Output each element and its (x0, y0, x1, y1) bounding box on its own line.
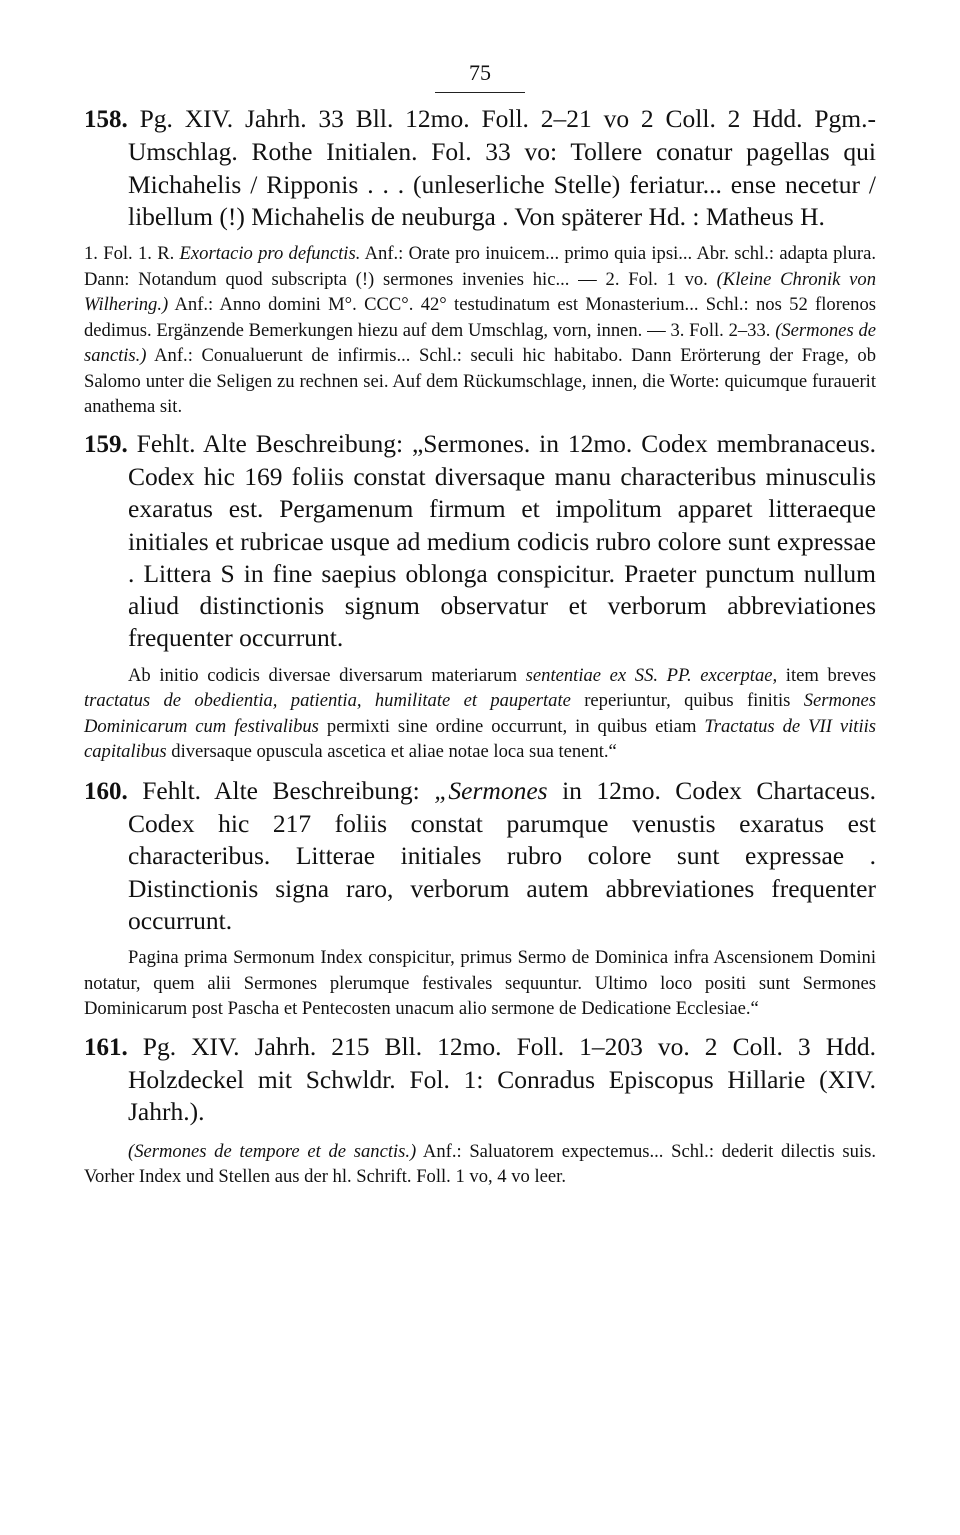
entry-heading-text: Pg. XIV. Jahrh. 33 Bll. 12mo. Foll. 2–21 vo 2 Coll. 2 Hdd. Pgm.-Umschlag. Rothe Initialen. Fol. 33 vo: Tollere conatur pagellas qui Michahelis / Ripponis . . . (unleserliche Stelle) feriatur... ense necetur / libellum (!) Michahelis de neuburga . Von späterer Hd. : Matheus H. (128, 104, 877, 231)
title-italic: Tractatus de VII vitiis capitalibus (84, 715, 877, 763)
title-italic: „Sermones (434, 775, 548, 805)
title-italic: Exortacio pro defunctis. (179, 243, 361, 265)
entry-heading-text: Fehlt. Alte Beschreibung: „Sermones. in 12mo. Codex membranaceus. Codex hic 169 foliis constat diversaque manu characteribus minusculis exaratus est. Pergamenum firmum et impolitum apparet litteraeque initiales et rubricae usque ad medium codicis rubro colore sunt expressae . Littera S in fine saepius oblonga conspicitur. Praeter punctum nullum aliud distinctionis signum observatur et verborum abbreviationes frequenter occurrunt. (128, 428, 876, 653)
entry-number: 158. (84, 106, 128, 133)
title-italic: (Kleine Chronik von Wilhering.) (84, 268, 876, 316)
entry-159 (84, 428, 876, 765)
title-italic: tractatus de obedientia, patientia, humilitate et paupertate (84, 690, 571, 712)
title-italic: (Sermones de tempore et de sanctis.) (128, 1140, 417, 1162)
title-italic: (Sermones de sanctis.) (84, 319, 876, 367)
page-number: 75 (84, 60, 876, 93)
entry-161 (84, 1031, 876, 1190)
entry-number: 161. (84, 1033, 128, 1061)
title-italic: sententiae ex SS. PP. excerptae, (525, 664, 778, 686)
entry-body: Ab initio codicis diversae diversarum materiarum sententiae ex SS. PP. excerptae, item breves tractatus de obedientia, patientia, humilitate et paupertate reperiuntur, quibus finitis Sermones Dominicarum cum festivalibus permixti sine ordine occurrunt, in quibus etiam Tractatus de VII vitiis capitalibus diversaque opuscula ascetica et aliae notae loca sua tenent.“ (84, 664, 877, 763)
entry-body: 1. Fol. 1. R. Exortacio pro defunctis. Anf.: Orate pro inuicem... primo quia ipsi... Abr. schl.: adapta plura. Dann: Notandum quod subscripta (!) sermones invenies hic... — 2. Fol. 1 vo. (Kleine Chronik von Wilhering.) Anf.: Anno domini M°. CCC°. 42° testudinatum est Monasterium... Schl.: nos 52 florenos dedimus. Ergänzende Bemerkungen hiezu auf dem Umschlag, vorn, innen. — 3. Foll. 2–33. (Sermones de sanctis.) Anf.: Conualuerunt de infirmis... Schl.: seculi hic habitabo. Dann Erörterung der Frage, ob Salomo unter die Seligen zu rechnen sei. Auf dem Rückumschlage, innen, die Worte: quicumque furauerit anathema sit. (84, 243, 876, 418)
entry-160 (84, 775, 876, 1022)
page (84, 60, 876, 1190)
entry-heading-text: Pg. XIV. Jahrh. 215 Bll. 12mo. Foll. 1–203 vo. 2 Coll. 3 Hdd. Holzdeckel mit Schwldr. Fol. 1: Conradus Episcopus Hillarie (XIV. Jahrh.). (128, 1031, 876, 1127)
entry-158 (84, 103, 876, 420)
entry-number: 160. (84, 777, 128, 805)
entry-body: Pagina prima Sermonum Index conspicitur, primus Sermo de Dominica infra Ascensionem Domini notatur, quem alii Sermones plerumque festivales sequuntur. Ultimo loco positi sunt Sermones Dominicarum post Pascha et Pentecosten unacum alio sermone de Dedicatione Ecclesiae.“ (84, 947, 876, 1020)
entry-heading (84, 103, 876, 233)
title-italic: Sermones Dominicarum cum festivalibus (84, 690, 876, 737)
entry-heading (84, 1031, 876, 1129)
entry-heading (84, 428, 876, 655)
entry-heading: 160. Fehlt. Alte Beschreibung: „Sermones in 12mo. Codex Chartaceus. Codex hic 217 foliis constat parumque venustis exaratus est characteribus. Litterae initiales rubro colore sunt expressae . Distinctionis signa raro, verborum autem abbreviationes frequenter occurrunt. (84, 775, 877, 935)
entry-number: 159. (84, 430, 128, 458)
entry-body: (Sermones de tempore et de sanctis.) Anf.: Saluatorem expectemus... Schl.: dederit dilectis suis. Vorher Index und Stellen aus der hl. Schrift. Foll. 1 vo, 4 vo leer. (84, 1140, 876, 1188)
